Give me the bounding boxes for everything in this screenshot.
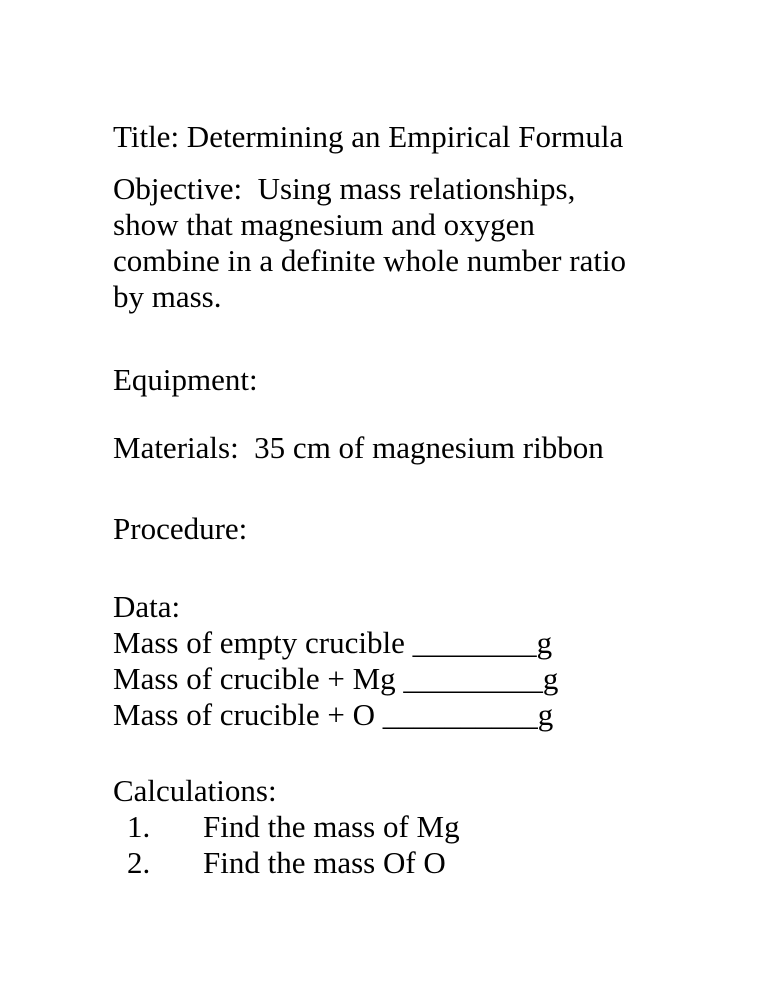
objective-line-2: show that magnesium and oxygen xyxy=(113,207,535,242)
data-line-empty-crucible: Mass of empty crucible ________g xyxy=(113,625,553,660)
materials-line: Materials: 35 cm of magnesium ribbon xyxy=(113,430,604,465)
calculation-step-number: 2. xyxy=(127,845,151,880)
data-line-crucible-mg: Mass of crucible + Mg _________g xyxy=(113,661,559,696)
objective-line-3: combine in a definite whole number ratio xyxy=(113,243,627,278)
calculation-step-text: Find the mass Of O xyxy=(203,845,446,880)
calculation-step-text: Find the mass of Mg xyxy=(203,809,460,844)
data-line-crucible-o: Mass of crucible + O __________g xyxy=(113,697,554,732)
calculation-step-number: 1. xyxy=(127,809,151,844)
objective-line-1: Objective: Using mass relationships, xyxy=(113,171,576,206)
equipment-label: Equipment: xyxy=(113,362,258,397)
procedure-label: Procedure: xyxy=(113,511,248,546)
calculations-label: Calculations: xyxy=(113,773,277,808)
title-line: Title: Determining an Empirical Formula xyxy=(113,119,624,154)
objective-line-4: by mass. xyxy=(113,279,222,314)
data-label: Data: xyxy=(113,589,181,624)
